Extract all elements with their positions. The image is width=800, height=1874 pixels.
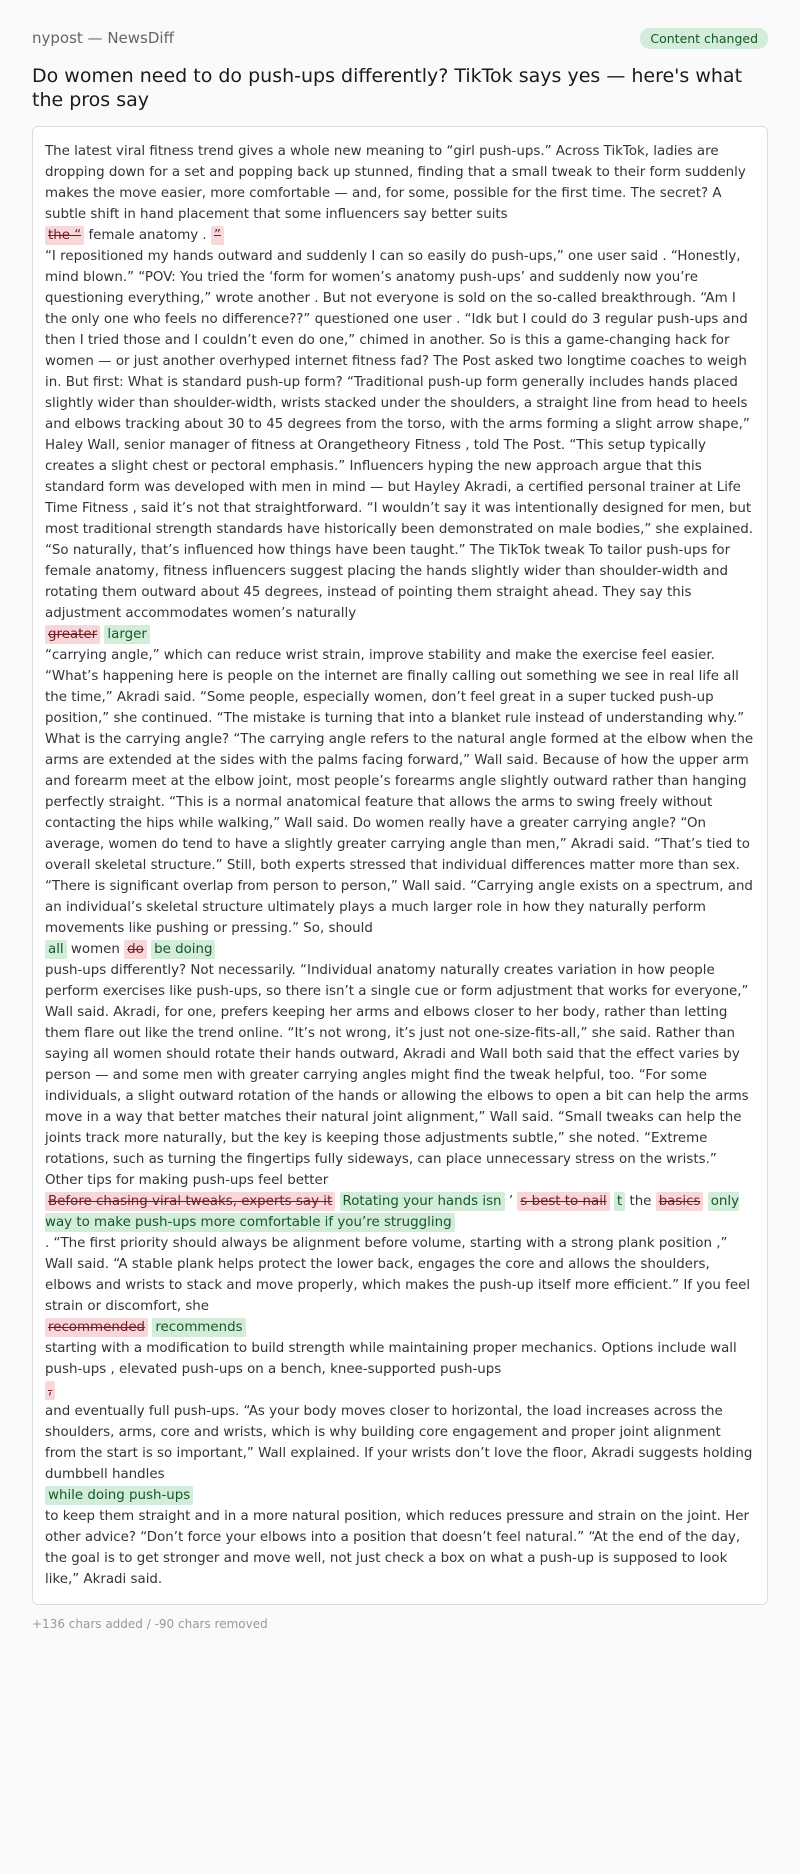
diff-chunk bbox=[45, 624, 755, 645]
unchanged-text: ’ bbox=[508, 1194, 514, 1209]
diff-chunk bbox=[45, 1380, 755, 1401]
added-text: Rotating your hands isn bbox=[340, 1192, 505, 1211]
unchanged-text: “I repositioned my hands outward and suddenly I can so easily do push-ups,” one user said . “Honestly, mind blown.” “POV: You tried the ‘form for women’s anatomy push-ups’ and suddenly now you’re questioning everything,” wrote another . But not everyone is sold on the so-called breakthrough. “Am I the only one who feels no difference??” questioned one user . “Idk but I could do 3 regular push-ups and then I tried those and I couldn’t even do one,” chimed in another. So is this a game-changing hack for women — or just another overhyped internet fitness fad? The Post asked two longtime coaches to weigh in. But first: What is standard push-up form? “Traditional push-up form generally includes hands placed slightly wider than shoulder-width, wrists stacked under the shoulders, a straight line from head to heels and elbows tracking about 30 to 45 degrees from the torso, with the arms forming a slight arrow shape,” Haley Wall, senior manager of fitness at Orangetheory Fitness , told The Post. “This setup typically creates a slight chest or pectoral emphasis.” Influencers hyping the new approach argue that this standard form was developed with men in mind — but Hayley Akradi, a certified personal trainer at Life Time Fitness , said it’s not that straightforward. “I wouldn’t say it was intentionally designed for men, but most traditional strength standards have historically been demonstrated on male bodies,” she explained. “So naturally, that’s influenced how things have been taught.” The TikTok tweak To tailor push-ups for female anatomy, fitness influencers suggest placing the hands slightly wider than shoulder-width and rotating them outward about 45 degrees, instead of pointing them straight ahead. They say this adjustment accommodates women’s naturally bbox=[45, 249, 754, 621]
diff-stats: +136 chars added / -90 chars removed bbox=[32, 1617, 268, 1631]
unchanged-text: to keep them straight and in a more natural position, which reduces pressure and strain on the joint. Her other advice? “Don’t force your elbows into a position that doesn’t feel natural.” “At the end of the day, the goal is to get stronger and move well, not just check a box on what a push-up is supposed to look like,” Akradi said. bbox=[45, 1509, 749, 1587]
unchanged-text: The latest viral fitness trend gives a whole new meaning to “girl push-ups.” Across TikTok, ladies are dropping down for a set and popping back up stunned, finding that a small tweak to their form suddenly makes the move easier, more comfortable — and, for some, possible for the first time. The secret? A subtle shift in hand placement that some influencers say better suits bbox=[45, 144, 746, 222]
removed-text: Before chasing viral tweaks, experts say it bbox=[45, 1192, 335, 1211]
removed-text: basics bbox=[656, 1192, 704, 1211]
added-text: recommends bbox=[152, 1318, 245, 1337]
removed-text: do bbox=[124, 940, 147, 959]
source-label: nypost — NewsDiff bbox=[32, 29, 174, 47]
diff-chunk bbox=[45, 939, 755, 960]
added-text: be doing bbox=[151, 940, 215, 959]
removed-text: , bbox=[45, 1381, 55, 1400]
removed-text: the “ bbox=[45, 226, 84, 245]
diff-body bbox=[32, 126, 768, 1605]
unchanged-text: “carrying angle,” which can reduce wrist strain, improve stability and make the exercise feel easier. “What’s happening here is people on the internet are finally calling out something we see in real life all the time,” Akradi said. “Some people, especially women, don’t feel great in a super tucked push-up position,” she continued. “The mistake is turning that into a blanket rule instead of understanding why.” What is the carrying angle? “The carrying angle refers to the natural angle formed at the elbow when the arms are extended at the sides with the palms facing forward,” Wall said. Because of how the upper arm and forearm meet at the elbow joint, most people’s forearms angle slightly outward rather than hanging perfectly straight. “This is a normal anatomical feature that allows the arms to swing freely without contacting the hips while walking,” Wall said. Do women really have a greater carrying angle? “On average, women do tend to have a slightly greater carrying angle than men,” Akradi said. “That’s tied to overall skeletal structure.” Still, both experts stressed that individual differences matter more than sex. “There is significant overlap from person to person,” Wall said. “Carrying angle exists on a spectrum, and an individual’s skeletal structure ultimately plays a much larger role in how they naturally perform movements like pushing or pressing.” So, should bbox=[45, 648, 754, 936]
added-text: while doing push-ups bbox=[45, 1486, 193, 1505]
diff-chunk bbox=[45, 1191, 755, 1233]
unchanged-text: women bbox=[70, 942, 120, 957]
added-text: t bbox=[614, 1192, 625, 1211]
unchanged-text: female anatomy . bbox=[88, 228, 207, 243]
removed-text: s best to nail bbox=[517, 1192, 609, 1211]
diff-chunk bbox=[45, 225, 755, 246]
diff-chunk bbox=[45, 1317, 755, 1338]
unchanged-text: the bbox=[629, 1194, 652, 1209]
added-text: larger bbox=[104, 625, 149, 644]
diff-chunk bbox=[45, 1485, 755, 1506]
unchanged-text: push-ups differently? Not necessarily. “Individual anatomy naturally creates variation in how people perform exercises like push-ups, so there isn’t a single cue or form adjustment that works for everyone,” Wall said. Akradi, for one, prefers keeping her arms and elbows closer to her body, rather than letting them flare out like the trend online. “It’s not wrong, it’s just not one-size-fits-all,” she said. Rather than saying all women should rotate their hands outward, Akradi and Wall both said that the effect varies by person — and some men with greater carrying angles might find the tweak helpful, too. “For some individuals, a slight outward rotation of the hands or allowing the elbows to open a bit can help the arms move in a way that better matches their natural joint alignment,” Wall said. “Small tweaks can help the joints track more naturally, but the key is keeping those adjustments subtle,” she noted. “Extreme rotations, such as turning the fingertips fully sideways, can place unnecessary stress on the wrists.” Other tips for making push-ups feel better bbox=[45, 963, 749, 1188]
unchanged-text: starting with a modification to build strength while maintaining proper mechanics. Options include wall push-ups , elevated push-ups on a bench, knee-supported push-ups bbox=[45, 1341, 737, 1377]
removed-text: recommended bbox=[45, 1318, 148, 1337]
unchanged-text: and eventually full push-ups. “As your body moves closer to horizontal, the load increases across the shoulders, arms, core and wrists, which is why building core engagement and proper joint alignment from the start is so important,” Wall explained. If your wrists don’t love the floor, Akradi suggests holding dumbbell handles bbox=[45, 1404, 753, 1482]
added-text: all bbox=[45, 940, 67, 959]
removed-text: greater bbox=[45, 625, 100, 644]
status-badge: Content changed bbox=[640, 28, 768, 49]
article-title: Do women need to do push-ups differently? TikTok says yes — here's what the pros say bbox=[32, 65, 743, 111]
unchanged-text: . “The first priority should always be alignment before volume, starting with a strong plank position ,” Wall said. “A stable plank helps protect the lower back, engages the core and allows the shoulders, elbows and wrists to stack and move properly, which makes the push-up itself more efficient.” If you feel strain or discomfort, she bbox=[45, 1236, 751, 1314]
added-text: only way to make push-ups more comfortable if you’re struggling bbox=[45, 1194, 740, 1230]
removed-text: ” bbox=[211, 226, 224, 245]
top-bar bbox=[32, 26, 768, 50]
